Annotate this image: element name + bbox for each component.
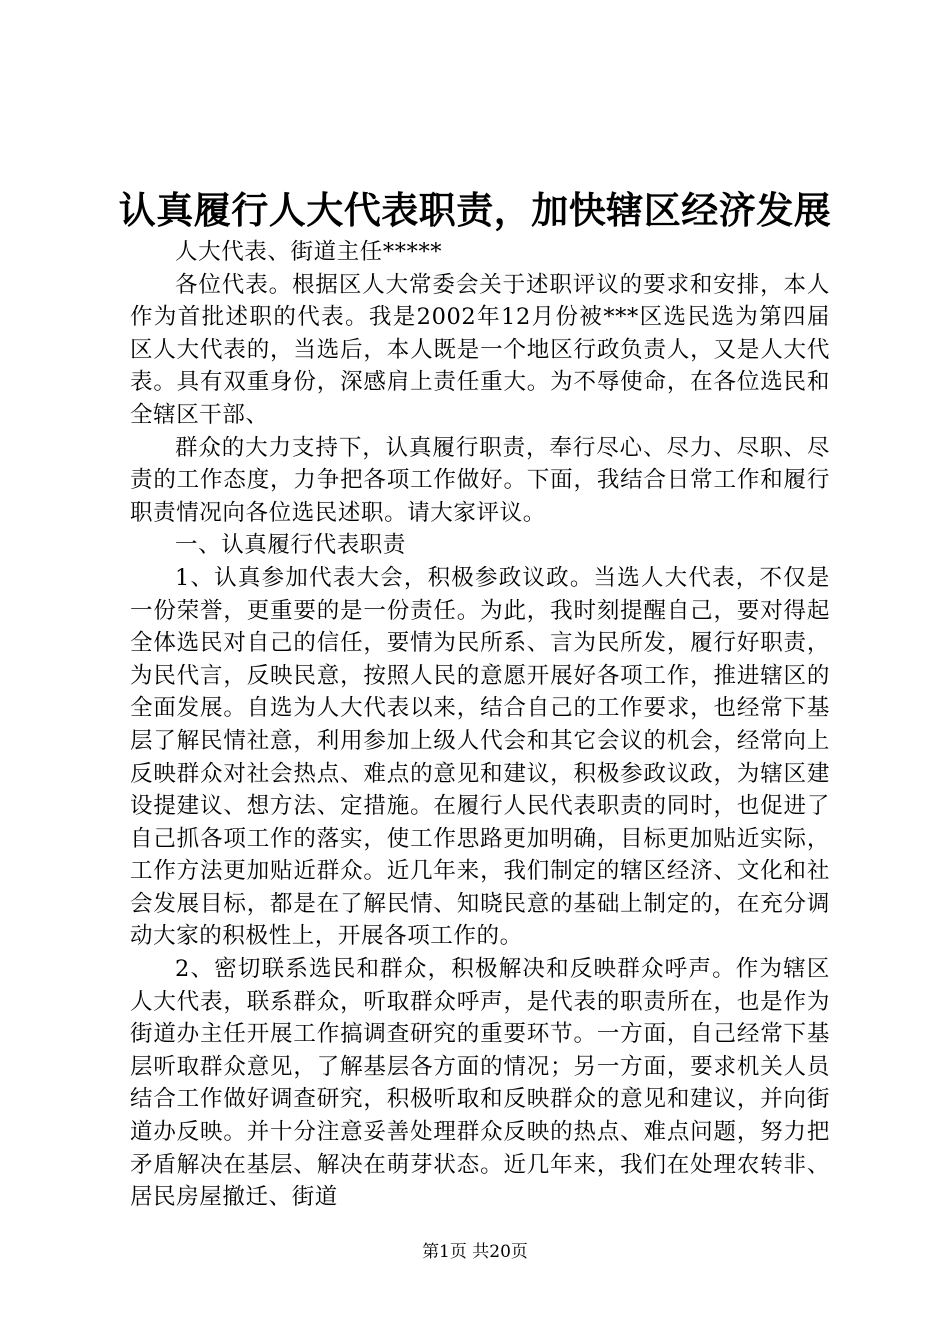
paragraph: 1、认真参加代表大会，积极参政议政。当选人大代表，不仅是一份荣誉，更重要的是一份责任。为此，我时刻提醒自己，要对得起全体选民对自己的信任，要情为民所系、言为民所发，履行好职责，为民代言，反映民意，按照人民的意愿开展好各项工作，推进辖区的全面发展。自选为人大代表以来，结合自己的工作要求，也经常下基层了解民情社意，利用参加上级人代会和其它会议的机会，经常向上反映群众对社会热点、难点的意见和建议，积极参政议政，为辖区建设提建议、想方法、定措施。在履行人民代表职责的同时，也促进了自己抓各项工作的落实，使工作思路更加明确，目标更加贴近实际，工作方法更加贴近群众。近几年来，我们制定的辖区经济、文化和社会发展目标，都是在了解民情、知晓民意的基础上制定的，在充分调动大家的积极性上，开展各项工作的。 bbox=[130, 564, 830, 950]
section-heading: 一、认真履行代表职责 bbox=[175, 532, 407, 559]
author-line: 人大代表、街道主任***** bbox=[175, 239, 443, 265]
paragraph: 各位代表。根据区人大常委会关于述职评议的要求和安排，本人作为首批述职的代表。我是2002年12月份被***区选民选为第四届区人大代表的，当选后，本人既是一个地区行政负责人，又是人大代表。具有双重身份，深感肩上责任重大。为不辱使命，在各位选民和全辖区干部、 bbox=[130, 271, 830, 428]
document-title: 认真履行人大代表职责，加快辖区经济发展 bbox=[118, 188, 832, 232]
document-body bbox=[130, 236, 830, 1214]
paragraph: 2、密切联系选民和群众，积极解决和反映群众呼声。作为辖区人大代表，联系群众，听取群众呼声，是代表的职责所在，也是作为街道办主任开展工作搞调查研究的重要环节。一方面，自己经常下基层听取群众意见，了解基层各方面的情况；另一方面，要求机关人员结合工作做好调查研究，积极听取和反映群众的意见和建议，并向街道办反映。并十分注意妥善处理群众反映的热点、难点问题，努力把矛盾解决在基层、解决在萌芽状态。近几年来，我们在处理农转非、居民房屋撤迁、街道 bbox=[130, 956, 830, 1211]
page-footer: 第1页 共20页 bbox=[422, 1242, 528, 1262]
paragraph: 群众的大力支持下，认真履行职责，奉行尽心、尽力、尽职、尽责的工作态度，力争把各项工作做好。下面，我结合日常工作和履行职责情况向各位选民述职。请大家评议。 bbox=[130, 434, 830, 526]
